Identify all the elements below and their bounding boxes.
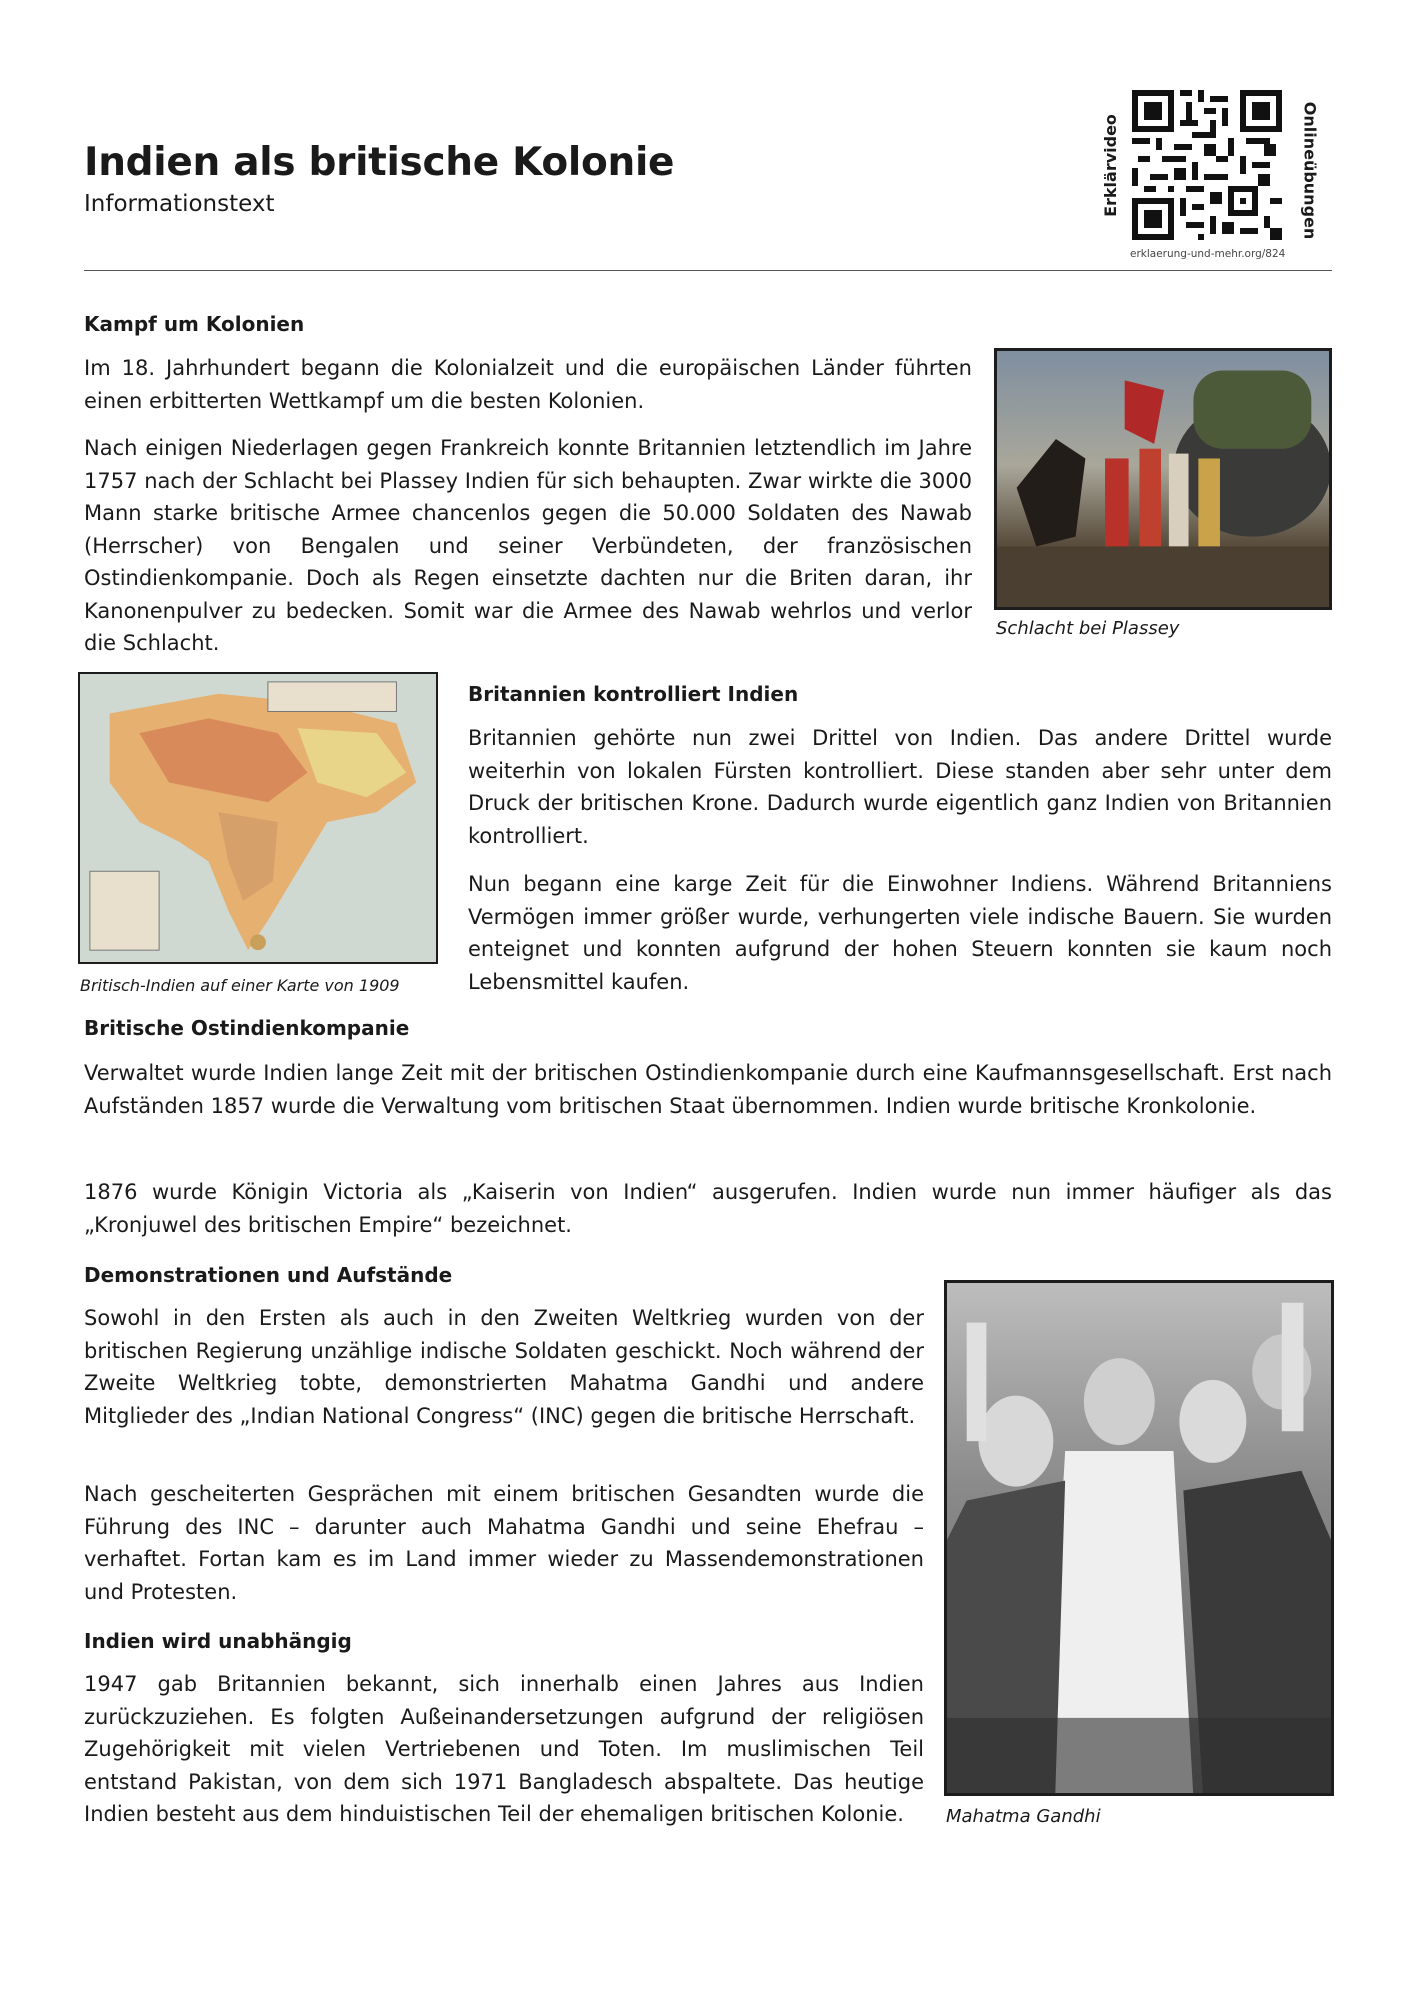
plassey-painting-image [994, 348, 1332, 610]
paragraph-ostindien-2: 1876 wurde Königin Victoria als „Kaiserin von Indien“ ausgerufen. Indien wurde nun immer häufiger als das „Kronjuwel des britischen Empire“ bezeichnet. [84, 1180, 1332, 1237]
qr-block [1090, 90, 1335, 270]
qr-url[interactable]: erklaerung-und-mehr.org/824 [1130, 248, 1286, 260]
page-subtitle: Informationstext [84, 191, 275, 217]
heading-ostindienkompanie: Britische Ostindienkompanie [84, 1016, 410, 1040]
paragraph-ostindien-1: Verwaltet wurde Indien lange Zeit mit der britischen Ostindienkompanie durch eine Kaufmannsgesellschaft. Erst nach Aufständen 1857 wurde die Verwaltung vom britischen Staat übernommen. Indien wurde britische Kronkolonie. [84, 1061, 1332, 1118]
paragraph-kontrolle-1: Britannien gehörte nun zwei Drittel von Indien. Das andere Drittel wurde weiterhin von lokalen Fürsten kontrolliert. Diese standen aber sehr unter dem Druck der britischen Krone. Dadurch wurde eigentlich ganz Indien von Britannien kontrolliert. [468, 726, 1332, 848]
heading-kampf-um-kolonien: Kampf um Kolonien [84, 312, 305, 336]
paragraph-demo-1: Sowohl in den Ersten als auch in den Zweiten Weltkrieg wurden von der britischen Regierung unzählige indische Soldaten geschickt. Noch während der Zweite Weltkrieg tobte, demonstrierten Mahatma Gandhi und andere Mitglieder des „Indian National Congress“ (INC) gegen die britische Herrschaft. [84, 1306, 924, 1428]
qr-label-exercises: Onlineübungen [1300, 101, 1320, 239]
header-divider [84, 270, 1332, 271]
heading-demonstrationen: Demonstrationen und Aufstände [84, 1263, 453, 1287]
paragraph-kampf-1: Im 18. Jahrhundert begann die Kolonialzeit und die europäischen Länder führten einen erbitterten Wettkampf um die besten Kolonien. [84, 356, 972, 413]
gandhi-caption: Mahatma Gandhi [946, 1806, 1101, 1827]
paragraph-kampf-2: Nach einigen Niederlagen gegen Frankreich konnte Britannien letztendlich im Jahre 1757 nach der Schlacht bei Plassey Indien für sich behaupten. Zwar wirkte die 3000 Mann starke britische Armee chancenlos gegen die 50.000 Soldaten des Nawab (Herrscher) von Bengalen und seiner Verbündeten, der französischen Ostindienkompanie. Doch als Regen einsetzte dachten nur die Briten daran, ihr Kanonenpulver zu bedecken. Somit war die Armee des Nawab wehrlos und verlor die Schlacht. [84, 436, 972, 655]
qr-code-icon[interactable] [1132, 90, 1282, 240]
map-caption: Britisch-Indien auf einer Karte von 1909 [80, 976, 400, 995]
paragraph-kontrolle-2: Nun begann eine karge Zeit für die Einwohner Indiens. Während Britanniens Vermögen immer größer wurde, verhungerten viele indische Bauern. Sie wurden enteignet und konnten aufgrund der hohen Steuern konnten sie kaum noch Lebensmittel kaufen. [468, 872, 1332, 994]
heading-britannien-kontrolliert: Britannien kontrolliert Indien [468, 682, 799, 706]
india-map-image [78, 672, 438, 964]
qr-label-video: Erklärvideo [1100, 113, 1120, 217]
page-title: Indien als britische Kolonie [84, 140, 675, 185]
heading-unabhaengig: Indien wird unabhängig [84, 1629, 352, 1653]
paragraph-unabh-1: 1947 gab Britannien bekannt, sich innerhalb einen Jahres aus Indien zurückzuziehen. Es folgten Außeinandersetzungen aufgrund der religiösen Zugehörigkeit mit vielen Vertriebenen und Toten. Im muslimischen Teil entstand Pakistan, von dem sich 1971 Bangladesch abspaltete. Das heutige Indien besteht aus dem hinduistischen Teil der ehemaligen britischen Kolonie. [84, 1672, 924, 1826]
plassey-caption: Schlacht bei Plassey [996, 618, 1180, 639]
gandhi-photo-image [944, 1280, 1334, 1796]
paragraph-demo-2: Nach gescheiterten Gesprächen mit einem britischen Gesandten wurde die Führung des INC – darunter auch Mahatma Gandhi und seine Ehefrau – verhaftet. Fortan kam es im Land immer wieder zu Massendemonstrationen und Protesten. [84, 1482, 924, 1604]
